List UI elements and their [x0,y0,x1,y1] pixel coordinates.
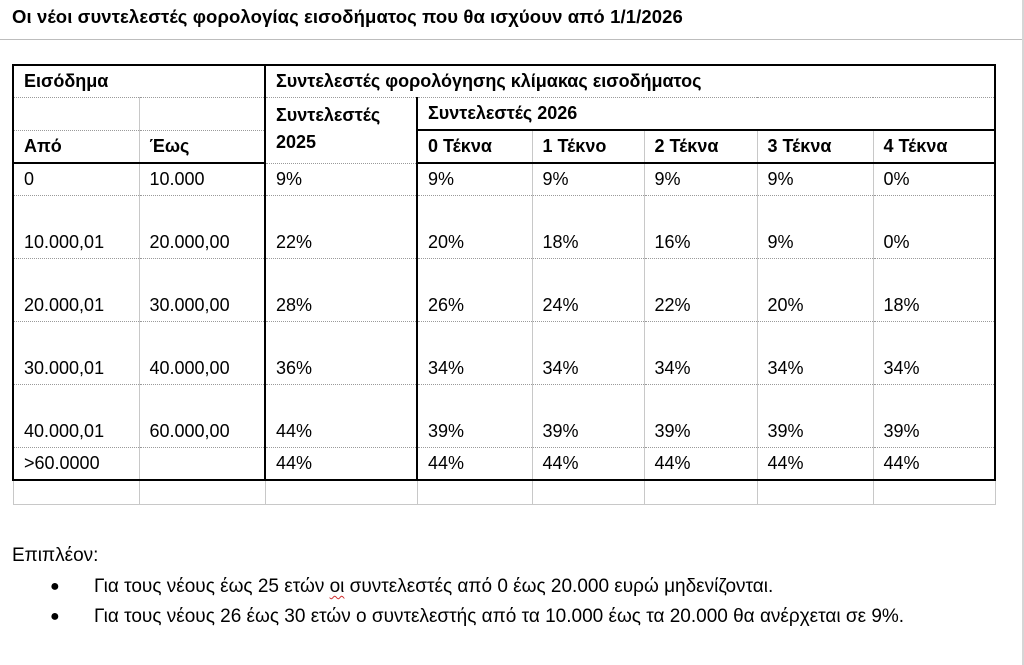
table-row [13,322,995,385]
note-text: Για τους νέους έως 25 ετών [94,576,330,597]
page-title: Οι νέοι συντελεστές φορολογίας εισοδήματος που θα ισχύουν από 1/1/2026 [12,6,683,27]
title-divider [0,39,1024,40]
empty-cell [532,480,644,505]
spellcheck-flagged-word: οι [329,576,345,597]
rate-2026-cell: 34% [873,322,995,385]
rate-2026-cell: 16% [644,196,757,259]
rate-2025-cell: 36% [265,322,417,385]
rate-2026-cell: 39% [417,385,532,448]
rate-2026-cell: 44% [532,448,644,481]
notes-heading: Επιπλέον: [12,545,99,566]
rate-2026-cell: 39% [757,385,873,448]
rate-2026-cell: 20% [417,196,532,259]
rate-2026-cell: 18% [873,259,995,322]
table-row [13,448,995,481]
table-row [13,259,995,322]
rate-2026-cell: 44% [873,448,995,481]
rate-2025-cell: 44% [265,385,417,448]
children-header-2: 2 Τέκνα [644,130,757,163]
rate-2026-cell: 0% [873,196,995,259]
rate-2025-cell: 44% [265,448,417,481]
rate-2026-cell: 39% [644,385,757,448]
rate-2026-cell: 34% [757,322,873,385]
children-header-3: 3 Τέκνα [757,130,873,163]
tax-rates-table [12,64,996,505]
rate-2026-cell: 9% [757,163,873,196]
rate-2026-cell: 39% [532,385,644,448]
table-row [13,385,995,448]
rate-2026-cell: 34% [417,322,532,385]
rates-2026-header: Συντελεστές 2026 [417,98,995,131]
rate-2025-cell: 28% [265,259,417,322]
rates-2025-header: Συντελεστές 2025 [265,98,417,164]
note-item [50,573,1010,600]
rate-2025-cell: 22% [265,196,417,259]
rate-2026-cell: 0% [873,163,995,196]
rate-2026-cell: 44% [644,448,757,481]
rate-2026-cell: 18% [532,196,644,259]
from-cell: 0 [13,163,139,196]
note-item [50,603,1010,630]
note-text: Για τους νέους 26 έως 30 ετών ο συντελεστής από τα 10.000 έως τα 20.000 θα ανέρχεται σε 9%. [94,606,905,627]
to-cell [139,448,265,481]
rate-2026-cell: 22% [644,259,757,322]
table-row [13,196,995,259]
empty-header-cell [139,98,265,131]
rate-2026-cell: 9% [644,163,757,196]
to-cell: 10.000 [139,163,265,196]
to-header: Έως [139,130,265,163]
bullet-icon: ● [50,608,60,625]
children-header-4: 4 Τέκνα [873,130,995,163]
to-cell: 20.000,00 [139,196,265,259]
to-cell: 60.000,00 [139,385,265,448]
empty-cell [644,480,757,505]
empty-row [13,480,995,505]
income-header: Εισόδημα [13,65,265,98]
children-header-0: 0 Τέκνα [417,130,532,163]
rates-header: Συντελεστές φορολόγησης κλίμακας εισοδήματος [265,65,995,98]
empty-cell [757,480,873,505]
empty-header-cell [13,98,139,131]
empty-cell [873,480,995,505]
children-header-1: 1 Τέκνο [532,130,644,163]
rate-2026-cell: 34% [644,322,757,385]
rate-2026-cell: 44% [417,448,532,481]
rate-2026-cell: 20% [757,259,873,322]
empty-cell [265,480,417,505]
to-cell: 40.000,00 [139,322,265,385]
from-cell: 40.000,01 [13,385,139,448]
from-cell: 10.000,01 [13,196,139,259]
table-row [13,163,995,196]
rate-2026-cell: 34% [532,322,644,385]
rate-2026-cell: 26% [417,259,532,322]
rate-2026-cell: 9% [417,163,532,196]
empty-cell [139,480,265,505]
note-text: συντελεστές από 0 έως 20.000 ευρώ μηδενίζονται. [344,576,774,597]
rate-2026-cell: 24% [532,259,644,322]
empty-cell [417,480,532,505]
rate-2026-cell: 9% [532,163,644,196]
from-cell: 20.000,01 [13,259,139,322]
notes-list [50,573,1010,633]
rate-2026-cell: 9% [757,196,873,259]
to-cell: 30.000,00 [139,259,265,322]
from-cell: >60.0000 [13,448,139,481]
bullet-icon: ● [50,578,60,595]
from-cell: 30.000,01 [13,322,139,385]
rate-2026-cell: 39% [873,385,995,448]
rate-2025-cell: 9% [265,163,417,196]
rate-2026-cell: 44% [757,448,873,481]
empty-cell [13,480,139,505]
from-header: Από [13,130,139,163]
